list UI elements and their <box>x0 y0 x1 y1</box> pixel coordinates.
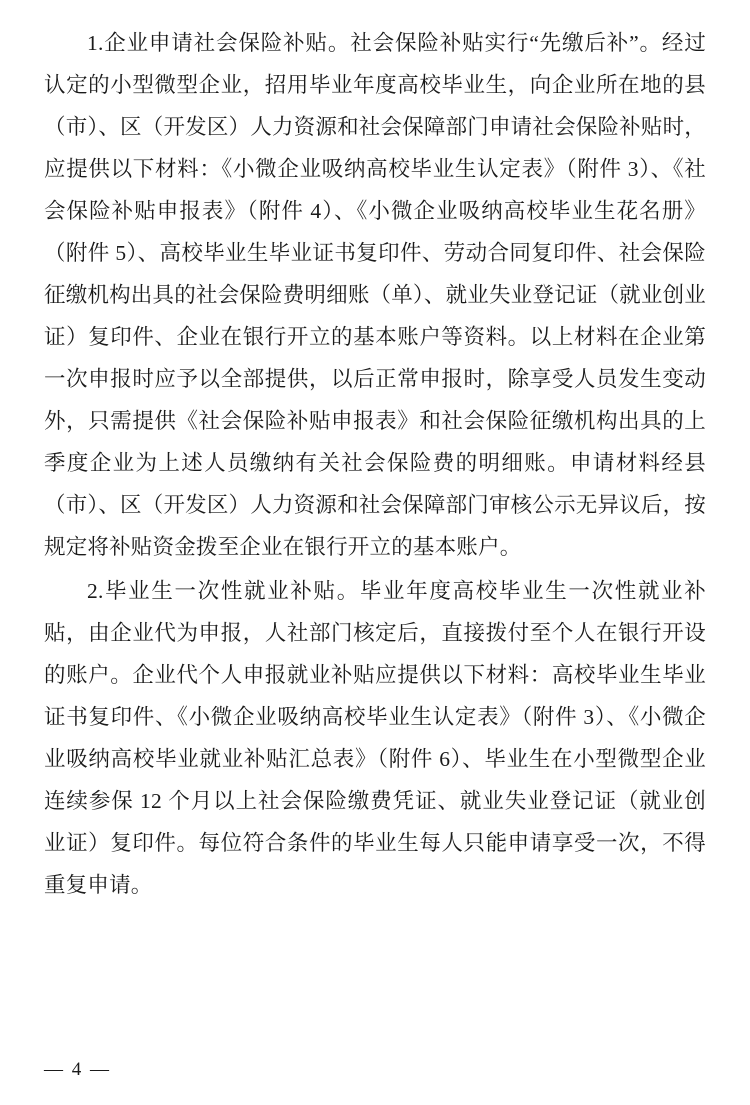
paragraph-2: 2.毕业生一次性就业补贴。毕业年度高校毕业生一次性就业补贴，由企业代为申报，人社部门核定后，直接拨付至个人在银行开设的账户。企业代个人申报就业补贴应提供以下材料：高校毕业生毕业证书复印件、《小微企业吸纳高校毕业生认定表》（附件 3）、《小微企业吸纳高校毕业就业补贴汇总表》（附件 6）、毕业生在小型微型企业连续参保 12 个月以上社会保险缴费凭证、就业失业登记证（就业创业证）复印件。每位符合条件的毕业生每人只能申请享受一次，不得重复申请。 <box>44 579 706 897</box>
paragraph-1: 1.企业申请社会保险补贴。社会保险补贴实行“先缴后补”。经过认定的小型微型企业，招用毕业年度高校毕业生，向企业所在地的县（市）、区（开发区）人力资源和社会保障部门申请社会保险补贴时，应提供以下材料：《小微企业吸纳高校毕业生认定表》（附件 3）、《社会保险补贴申报表》（附件 4）、《小微企业吸纳高校毕业生花名册》（附件 5）、高校毕业生毕业证书复印件、劳动合同复印件、社会保险征缴机构出具的社会保险费明细账（单）、就业失业登记证（就业创业证）复印件、企业在银行开立的基本账户等资料。以上材料在企业第一次申报时应予以全部提供，以后正常申报时，除享受人员发生变动外，只需提供《社会保险补贴申报表》和社会保险征缴机构出具的上季度企业为上述人员缴纳有关社会保险费的明细账。申请材料经县（市）、区（开发区）人力资源和社会保障部门审核公示无异议后，按规定将补贴资金拨至企业在银行开立的基本账户。 <box>44 31 706 559</box>
page-number: — 4 — <box>44 1059 111 1080</box>
document-body <box>44 22 706 906</box>
